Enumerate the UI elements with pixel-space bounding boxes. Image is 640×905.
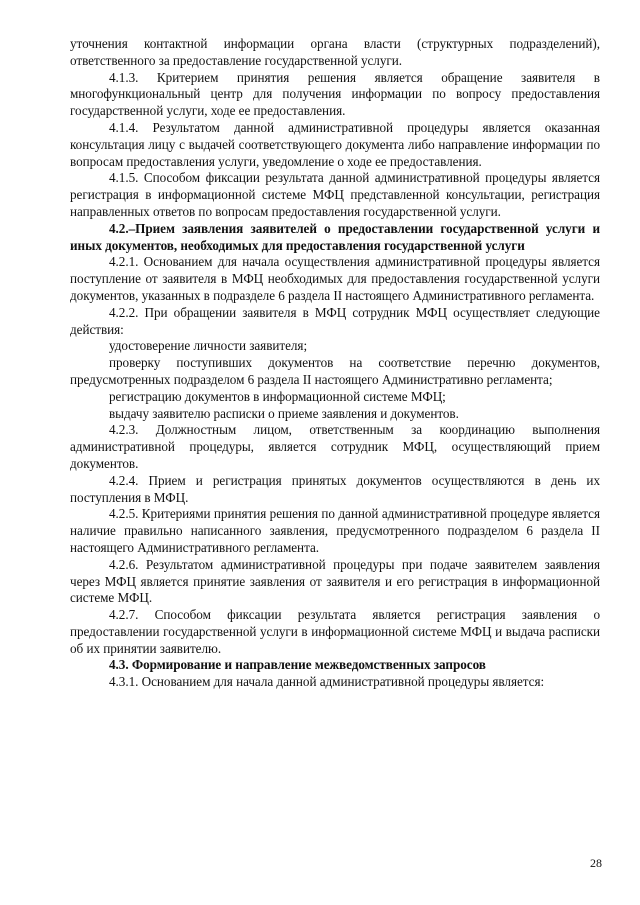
page-number: 28 — [590, 856, 602, 870]
paragraph-4-1-4: 4.1.4. Результатом данной административной процедуры является оказанная консультация лицу с выдачей соответствующего документа либо направление информации по вопросам предоставления услуги, уведомление о ходе ее предоставления. — [70, 119, 600, 169]
paragraph-4-2-3: 4.2.3. Должностным лицом, ответственным за координацию выполнения административной процедуры, является сотрудник МФЦ, осуществляющий прием документов. — [70, 422, 600, 471]
list-item-receipt: выдачу заявителю расписки о приеме заявления и документов. — [109, 405, 459, 421]
list-item-identity: удостоверение личности заявителя; — [109, 338, 308, 354]
paragraph-4-2-2: 4.2.2. При обращении заявителя в МФЦ сотрудник МФЦ осуществляет следующие действия: — [70, 304, 600, 337]
list-item-check-documents: проверку поступивших документов на соответствие перечню документов, предусмотренных подразделом 6 раздела II настоящего Административно регламента; — [70, 355, 600, 387]
paragraph-4-2-1: 4.2.1. Основанием для начала осуществления административной процедуры является поступление от заявителя в МФЦ необходимых для предоставления государственной услуги документов, указанных в подразделе 6 раздела II настоящего Административного регламента. — [70, 254, 600, 303]
paragraph-4-2-4: 4.2.4. Прием и регистрация принятых документов осуществляются в день их поступления в МФЦ. — [70, 472, 600, 505]
paragraph-4-3-1: 4.3.1. Основанием для начала данной административной процедуры является: — [109, 674, 545, 690]
paragraph-4-2-7: 4.2.7. Способом фиксации результата является регистрация заявления о предоставлении государственной услуги в информационной системе МФЦ и выдача расписки об их принятии заявителю. — [70, 607, 600, 656]
paragraph-continuation: уточнения контактной информации органа власти (структурных подразделений), ответственного за предоставление государственной услуги. — [70, 36, 600, 68]
document-body — [70, 36, 600, 691]
section-heading-4-2: 4.2.–Прием заявления заявителей о предоставлении государственной услуги и иных документов, необходимых для предоставления государственной услуги — [70, 220, 600, 253]
list-item-registration: регистрацию документов в информационной системе МФЦ; — [109, 388, 446, 404]
section-heading-4-3: 4.3. Формирование и направление межведомственных запросов — [109, 657, 486, 673]
paragraph-4-2-5: 4.2.5. Критериями принятия решения по данной административной процедуре является наличие правильно написанного заявления, предусмотренного подразделом 6 раздела II настоящего Административного регламента. — [70, 506, 600, 555]
paragraph-4-1-5: 4.1.5. Способом фиксации результата данной административной процедуры является регистрация в информационной системе МФЦ представленной консультации, регистрация направленных ответов по вопросам предоставления государственной услуги. — [70, 170, 600, 219]
paragraph-4-2-6: 4.2.6. Результатом административной процедуры при подаче заявителем заявления через МФЦ является принятие заявления от заявителя и его регистрация в информационной системе МФЦ. — [70, 556, 600, 606]
paragraph-4-1-3: 4.1.3. Критерием принятия решения является обращение заявителя в многофункциональный центр для получения информации по вопросу предоставления государственной услуги, ходе ее предоставления. — [70, 69, 600, 119]
